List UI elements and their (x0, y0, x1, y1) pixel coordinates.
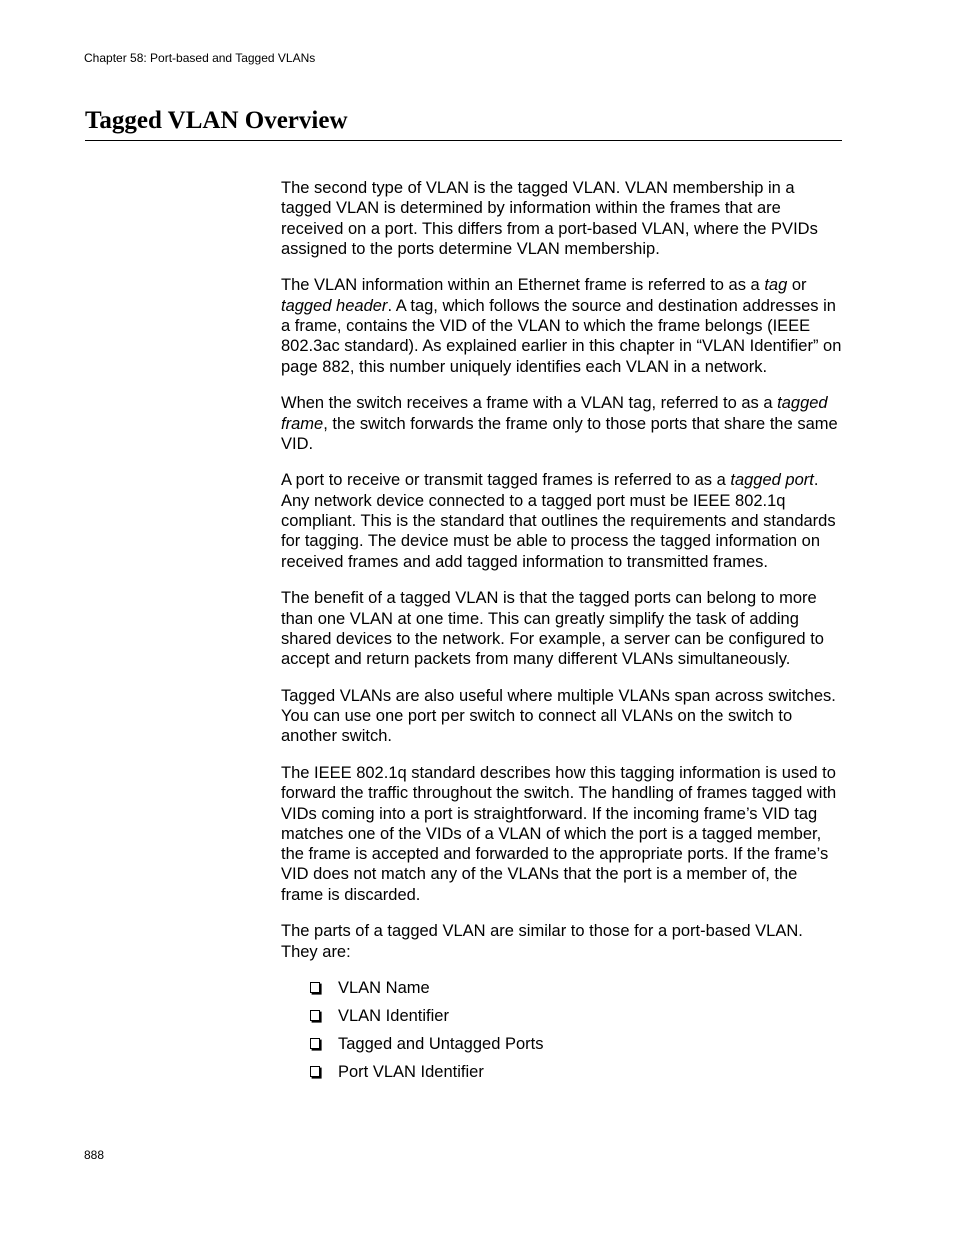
paragraph-2-text-c: or (787, 276, 807, 295)
paragraph-2 (281, 275, 843, 376)
box-bullet-icon (310, 1010, 320, 1021)
list-item (281, 1006, 843, 1034)
paragraph-2-text-e: . A tag, which follows the source and destination addresses in a frame, contains the VID of the VLAN to which the frame belongs (IEEE 802.3ac standard). As explained earlier in this chapter in “VLAN Identifier” on page 882, this number uniquely identifies each VLAN in a network. (281, 296, 842, 376)
paragraph-4 (281, 470, 843, 571)
body-text (281, 178, 843, 1090)
paragraph-4-text-a: A port to receive or transmit tagged frames is referred to as a (281, 471, 731, 490)
section-title: Tagged VLAN Overview (85, 107, 348, 134)
paragraph-3-text-c: , the switch forwards the frame only to those ports that share the same VID. (281, 414, 838, 453)
page-number: 888 (84, 1148, 105, 1162)
term-tagged-frame: tagged frame (281, 394, 828, 433)
paragraph-2-text-a: The VLAN information within an Ethernet frame is referred to as a (281, 276, 765, 295)
box-bullet-icon (310, 1038, 320, 1049)
paragraph-8: The parts of a tagged VLAN are similar to those for a port-based VLAN. They are: (281, 922, 803, 961)
list-item (281, 1034, 843, 1062)
term-tagged-port: tagged port (730, 471, 814, 490)
term-tag: tag (764, 276, 788, 295)
paragraph-4-text-c: . Any network device connected to a tagged port must be IEEE 802.1q compliant. This is the standard that outlines the requirements and standards for tagging. The device must be able to process the tagged information on received frames and add tagged information to transmitted frames. (281, 471, 836, 571)
box-bullet-icon (310, 982, 320, 993)
list-item-label: Port VLAN Identifier (338, 1063, 484, 1082)
paragraph-3 (281, 393, 843, 454)
paragraph-3-text-a: When the switch receives a frame with a VLAN tag, referred to as a (281, 394, 778, 413)
list-item-label: VLAN Name (338, 979, 430, 998)
parts-list (281, 978, 843, 1090)
list-item-label: Tagged and Untagged Ports (338, 1035, 544, 1054)
list-item-label: VLAN Identifier (338, 1007, 449, 1026)
term-tagged-header: tagged header (281, 296, 388, 315)
list-item (281, 978, 843, 1006)
paragraph-5: The benefit of a tagged VLAN is that the tagged ports can belong to more than one VLAN at one time. This can greatly simplify the task of adding shared devices to the network. For example, a server can be configured to accept and return packets from many different VLANs simultaneously. (281, 589, 824, 669)
paragraph-6: Tagged VLANs are also useful where multiple VLANs span across switches. You can use one port per switch to connect all VLANs on the switch to another switch. (281, 686, 836, 746)
paragraph-1: The second type of VLAN is the tagged VLAN. VLAN membership in a tagged VLAN is determined by information within the frames that are received on a port. This differs from a port-based VLAN, where the PVIDs assigned to the ports determine VLAN membership. (281, 179, 818, 258)
list-item (281, 1062, 843, 1090)
box-bullet-icon (310, 1066, 320, 1077)
title-rule (85, 140, 842, 141)
paragraph-7: The IEEE 802.1q standard describes how this tagging information is used to forward the traffic throughout the switch. The handling of frames tagged with VIDs coming into a port is straightforward. If the incoming frame’s VID tag matches one of the VIDs of a VLAN of which the port is a tagged member, the frame is accepted and forwarded to the appropriate ports. If the frame’s VID does not match any of the VLANs that the port is a member of, the frame is discarded. (281, 763, 837, 904)
running-header: Chapter 58: Port-based and Tagged VLANs (84, 51, 316, 65)
